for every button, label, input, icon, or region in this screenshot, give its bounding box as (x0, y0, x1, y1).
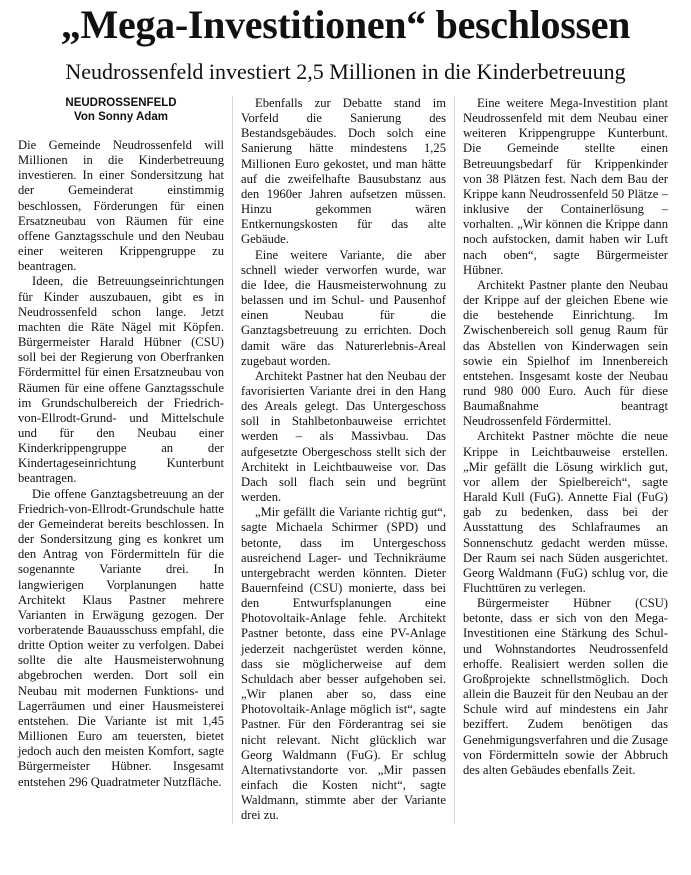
paragraph: Die Gemeinde Neudrossenfeld will Millionen in die Kinderbetreuung investieren. In einer Sondersitzung hat der Gemeinderat einstimmig beschlossen, Förderungen für einen Ersatzneubau von Räumen für eine offene Ganztagsschule und den Neubau einer weiteren Krippengruppe zu beantragen. (18, 138, 224, 274)
paragraph: Die offene Ganztagsbetreuung an der Friedrich-von-Ellrodt-Grundschule hatte der Gemeinderat bereits beschlossen. In der Sondersitzung ging es konkret um den Antrag von Fördermitteln für die sogenannte Variante drei. In langwierigen Vorplanungen hatte Architekt Klaus Pastner mehrere Varianten in Erwägung gezogen. Der vorberatende Bauausschuss empfahl, die dritte Option weiter zu verfolgen. Dabei sollte die alte Hausmeisterwohnung abgebrochen werden. Dort soll ein Neubau mit modernen Funktions- und Lagerräumen und einer Hausmeisterei entstehen. Die Variante ist mit 1,45 Millionen Euro am teuersten, bietet jedoch auch den meisten Komfort, sagte Bürgermeister Hübner. Insgesamt entstehen 296 Quadratmeter Nutzfläche. (18, 486, 224, 789)
paragraph: Eine weitere Variante, die aber schnell wieder verworfen wurde, war die Idee, die Hausmeisterwohnung zu belassen und im Schul- und Pausenhof einen Neubau für die Ganztagsbetreuung zu errichten. Doch damit wäre das Naturerlebnis-Areal zugebaut worden. (241, 247, 446, 368)
article-body (18, 96, 683, 824)
paragraph: Architekt Pastner plante den Neubau der Krippe auf der gleichen Ebene wie die bestehende Einrichtung. Im Zwischenbereich soll genug Raum für das Abstellen von Kinderwagen sein sowie ein Spielhof im Innenbereich entstehen. Insgesamt koste der Neubau rund 980 000 Euro. Auch für diese Baumaßnahme beantragt Neudrossenfeld Fördermittel. (463, 277, 668, 429)
subheadline: Neudrossenfeld investiert 2,5 Millionen in die Kinderbetreuung (65, 59, 626, 84)
paragraph: Ebenfalls zur Debatte stand im Vorfeld die Sanierung des Bestandsgebäudes. Doch solch eine Sanierung hätte mindestens 1,25 Millionen Euro gekostet, und man hätte auf die zweifelhafte Bausubstanz aus den 1960er Jahren aufsetzen müssen. Hinzu gekommen wären Entkernungskosten für das alte Gebäude. (241, 96, 446, 247)
paragraph: Ideen, die Betreuungseinrichtungen für Kinder auszubauen, gibt es in Neudrossenfeld schon lange. Jetzt machten die Räte Nägel mit Köpfen. Bürgermeister Harald Hübner (CSU) soll bei der Regierung von Oberfranken Fördermittel für einen Ersatzneubau von Räumen für eine offene Ganztagsschule im Grundschulbereich der Friedrich-von-Ellrodt-Grund- und Mittelschule und für den Neubau einer Kinderkrippengruppe an der Kindertageseinrichtung Kunterbunt beantragen. (18, 274, 224, 486)
headline: „Mega-Investitionen“ beschlossen (60, 2, 631, 47)
column-2 (232, 96, 454, 824)
column-3 (454, 96, 676, 824)
paragraph: Bürgermeister Hübner (CSU) betonte, dass er sich von den Mega-Investitionen eine Stärkung des Schul- und Wohnstandortes Neudrossenfeld erhoffe. Realisiert werden sollen die Großprojekte schnellstmöglich. Doch allein die Bauzeit für den Neubau an der Schule wird auf mindestens ein Jahr beziffert. Zudem benötigen das Genehmigungsverfahren und die Zusage von Fördermitteln sowie der Abbruch des alten Gebäudes ebenfalls Zeit. (463, 596, 668, 777)
byline (18, 96, 224, 124)
author: Von Sonny Adam (74, 111, 168, 123)
column-1 (18, 96, 232, 824)
paragraph: Architekt Pastner möchte die neue Krippe in Leichtbauweise erstellen. „Mir gefällt die Lösung wirklich gut, vor allem der Spielbereich“, sagte Harald Kull (FuG). Annette Fial (FuG) gab zu bedenken, dass bei der Ausstattung des Schlafraumes an Sonnenschutz gedacht werden müsse. Der Raum sei nach Süden ausgerichtet. Georg Waldmann (FuG) schlug vor, die Fluchttüren zu verlegen. (463, 429, 668, 595)
paragraph: „Mir gefällt die Variante richtig gut“, sagte Michaela Schirmer (SPD) und betonte, dass im Untergeschoss ausreichend Lager- und Technikräume untergebracht werden könnten. Dieter Bauernfeind (CSU) monierte, dass bei den Entwurfsplanungen eine Photovoltaik-Anlage fehle. Architekt Pastner betonte, dass eine PV-Anlage jederzeit nachgerüstet werden könne, dass sie möglicherweise auf dem Schuldach aber besser aufgehoben sei. „Wir planen aber so, dass eine Photovoltaik-Anlage möglich ist“, sagte Pastner. Für den Förderantrag sei sie nicht relevant. Nicht glücklich war Georg Waldmann (FuG). Er schlug Alternativstandorte vor. „Mir passen einfach die Kosten nicht“, sagte Waldmann, stimmte aber der Variante drei zu. (241, 505, 446, 823)
paragraph: Architekt Pastner hat den Neubau der favorisierten Variante drei in den Hang des Areals gelegt. Das Untergeschoss soll in Stahlbetonbauweise errichtet werden – als Massivbau. Das aufgesetzte Obergeschoss stellt sich der Architekt in Leichtbauweise vor. Das Dach soll flach sein und begrünt werden. (241, 368, 446, 505)
paragraph: Eine weitere Mega-Investition plant Neudrossenfeld mit dem Neubau einer weiteren Krippengruppe Kunterbunt. Die Gemeinde stellte einen Betreuungsbedarf für Krippenkinder von 38 Plätzen fest. Nach dem Bau der Krippe kann Neudrossenfeld 50 Plätze – inklusive der Containerlösung – vorhalten. „Wir können die Krippe dann noch aufstocken, damit haben wir Luft nach oben“, sagte Bürgermeister Hübner. (463, 96, 668, 277)
dateline: NEUDROSSENFELD (65, 97, 177, 109)
